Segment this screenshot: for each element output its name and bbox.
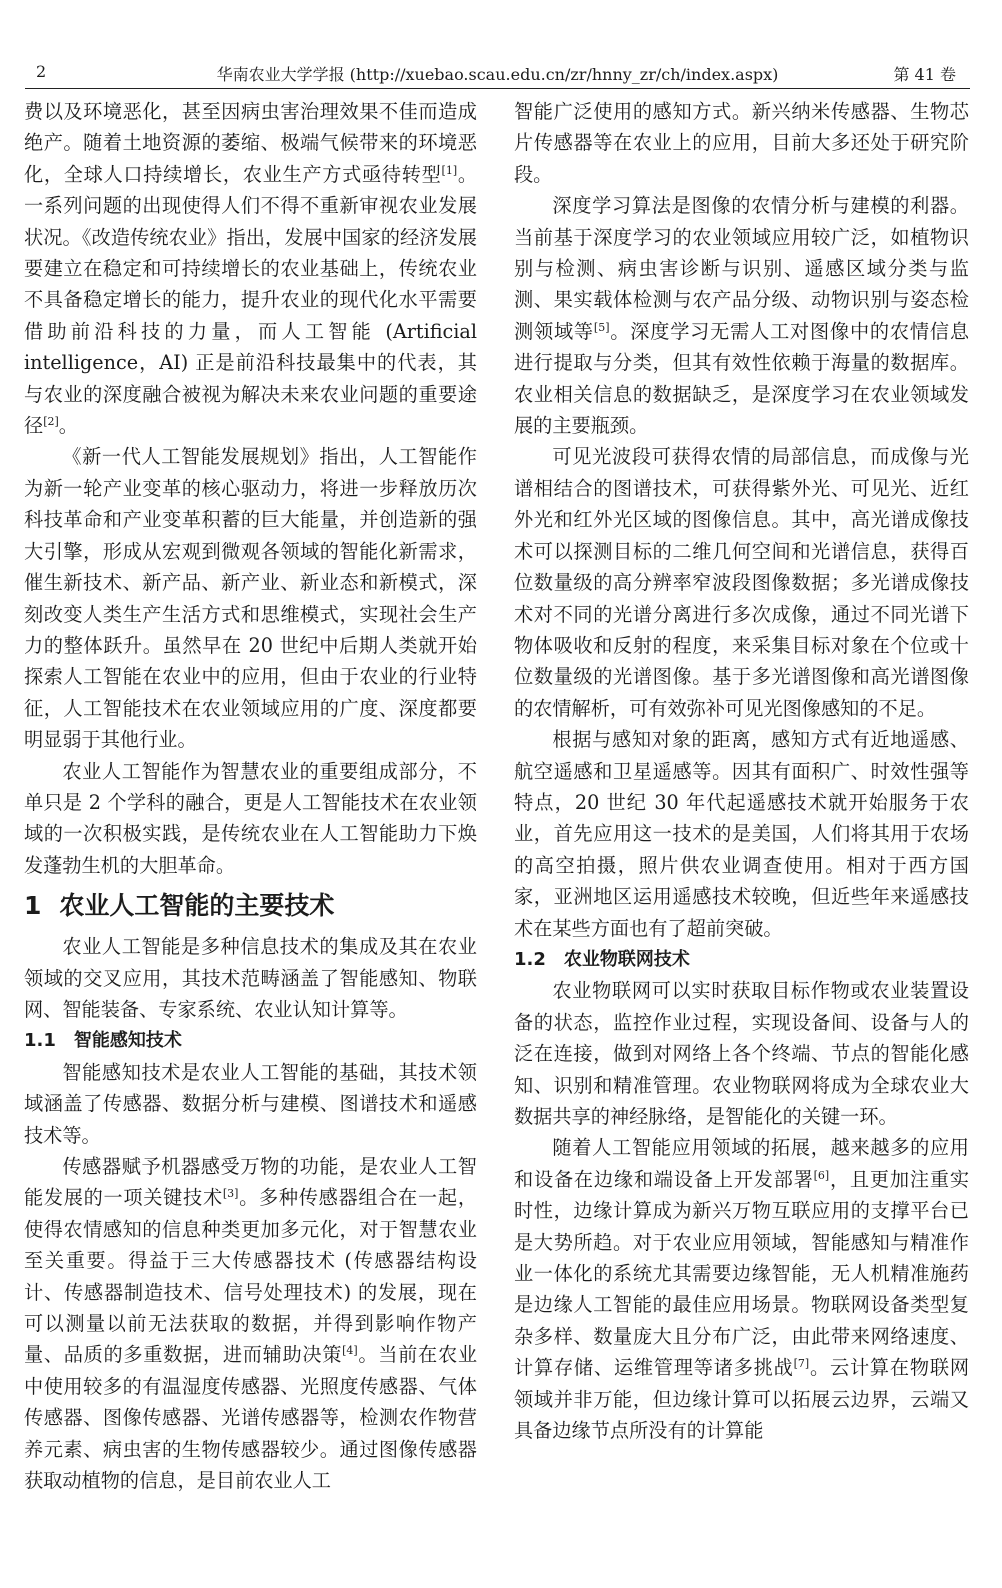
section-heading: 1 农业人工智能的主要技术 [24, 891, 335, 921]
left-column [24, 96, 477, 1496]
paragraph: 农业人工智能是多种信息技术的集成及其在农业领域的交叉应用，其技术范畴涵盖了智能感知、物联网、智能装备、专家系统、农业认知计算等。 [24, 935, 477, 1021]
citation: [5] [593, 320, 610, 334]
paragraph: 随着人工智能应用领域的拓展，越来越多的应用和设备在边缘和端设备上开发部署[6]，且更加注重实时性，边缘计算成为新兴万物互联应用的支撑平台已是大势所趋。对于农业应用领域，智能感知与精准作业一体化的系统尤其需要边缘智能，无人机精准施药是边缘人工智能的最佳应用场景。物联网设备类型复杂多样、数量庞大且分布广泛，由此带来网络速度、计算存储、运维管理等诸多挑战[7]。云计算在物联网领域并非万能，但边缘计算可以拓展云边界，云端又具备边缘节点所没有的计算能 [514, 1136, 970, 1443]
citation: [6] [813, 1168, 830, 1182]
citation: [4] [342, 1344, 358, 1358]
citation: [2] [43, 415, 59, 429]
citation: [7] [793, 1357, 810, 1371]
paragraph: 传感器赋予机器感受万物的功能，是农业人工智能发展的一项关键技术[3]。多种传感器组合在一起，使得农情感知的信息种类更加多元化，对于智慧农业至关重要。得益于三大传感器技术 (传感器结构设计、传感器制造技术、信号处理技术) 的发展，现在可以测量以前无法获取的数据，并得到影响作物产量、品质的多重数据，进而辅助决策[4]。当前在农业中使用较多的有温湿度传感器、光照度传感器、气体传感器、图像传感器、光谱传感器等，检测农作物营养元素、病虫害的生物传感器较少。通过图像传感器获取动植物的信息，是目前农业人工 [24, 1155, 478, 1493]
paragraph: 智能广泛使用的感知方式。新兴纳米传感器、生物芯片传感器等在农业上的应用，目前大多还处于研究阶段。 [514, 100, 969, 186]
subsection-heading: 1.2 农业物联网技术 [514, 948, 690, 970]
citation: [1] [441, 163, 458, 177]
page-number: 2 [36, 62, 47, 81]
running-header [25, 58, 970, 89]
volume-label: 第 41 卷 [893, 65, 956, 84]
journal-title: 华南农业大学学报 (http://xuebao.scau.edu.cn/zr/hnny_zr/ch/index.aspx) [216, 65, 779, 84]
paragraph: 农业物联网可以实时获取目标作物或农业装置设备的状态，监控作业过程，实现设备间、设备与人的泛在连接，做到对网络上各个终端、节点的智能化感知、识别和精准管理。农业物联网将成为全球农业大数据共享的神经脉络，是智能化的关键一环。 [514, 979, 969, 1128]
paragraph: 深度学习算法是图像的农情分析与建模的利器。当前基于深度学习的农业领域应用较广泛，如植物识别与检测、病虫害诊断与识别、遥感区域分类与监测、果实载体检测与农产品分级、动物识别与姿态检测领域等[5]。深度学习无需人工对图像中的农情信息进行提取与分类，但其有效性依赖于海量的数据库。农业相关信息的数据缺乏，是深度学习在农业领域发展的主要瓶颈。 [514, 194, 970, 438]
subsection-heading: 1.1 智能感知技术 [24, 1030, 182, 1052]
citation: [3] [222, 1187, 239, 1201]
paragraph: 《新一代人工智能发展规划》指出，人工智能作为新一轮产业变革的核心驱动力，将进一步释放历次科技革命和产业变革积蓄的巨大能量，并创造新的强大引擎，形成从宏观到微观各领域的智能化新需求，催生新技术、新产品、新产业、新业态和新模式，深刻改变人类生产生活方式和思维模式，实现社会生产力的整体跃升。虽然早在 20 世纪中后期人类就开始探索人工智能在农业中的应用，但由于农业的行业特征，人工智能技术在农业领域应用的广度、深度都要明显弱于其他行业。 [24, 445, 477, 752]
paragraph: 费以及环境恶化，甚至因病虫害治理效果不佳而造成绝产。随着土地资源的萎缩、极端气候带来的环境恶化，全球人口持续增长，农业生产方式亟待转型[1]。一系列问题的出现使得人们不得不重新审视农业发展状况。《改造传统农业》指出，发展中国家的经济发展要建立在稳定和可持续增长的农业基础上，传统农业不具备稳定增长的能力，提升农业的现代化水平需要借助前沿科技的力量，而人工智能 (Artificial intelligence，AI) 正是前沿科技最集中的代表，其与农业的深度融合被视为解决未来农业问题的重要途径[2]。 [24, 100, 478, 438]
right-column [514, 96, 969, 1446]
paragraph: 智能感知技术是农业人工智能的基础，其技术领域涵盖了传感器、数据分析与建模、图谱技术和遥感技术等。 [24, 1060, 477, 1147]
paragraph: 根据与感知对象的距离，感知方式有近地遥感、航空遥感和卫星遥感等。因其有面积广、时效性强等特点，20 世纪 30 年代起遥感技术就开始服务于农业，首先应用这一技术的是美国，人们将其用于农场的高空拍摄，照片供农业调查使用。相对于西方国家，亚洲地区运用遥感技术较晚，但近些年来遥感技术在某些方面也有了超前突破。 [514, 728, 969, 940]
paragraph: 农业人工智能作为智慧农业的重要组成部分，不单只是 2 个学科的融合，更是人工智能技术在农业领域的一次积极实践，是传统农业在人工智能助力下焕发蓬勃生机的大胆革命。 [24, 759, 477, 877]
paragraph: 可见光波段可获得农情的局部信息，而成像与光谱相结合的图谱技术，可获得紫外光、可见光、近红外光和红外光区域的图像信息。其中，高光谱成像技术可以探测目标的二维几何空间和光谱信息，获得百位数量级的高分辨率窄波段图像数据；多光谱成像技术对不同的光谱分离进行多次成像，通过不同光谱下物体吸收和反射的程度，来采集目标对象在个位或十位数量级的光谱图像。基于多光谱图像和高光谱图像的农情解析，可有效弥补可见光图像感知的不足。 [514, 445, 969, 720]
